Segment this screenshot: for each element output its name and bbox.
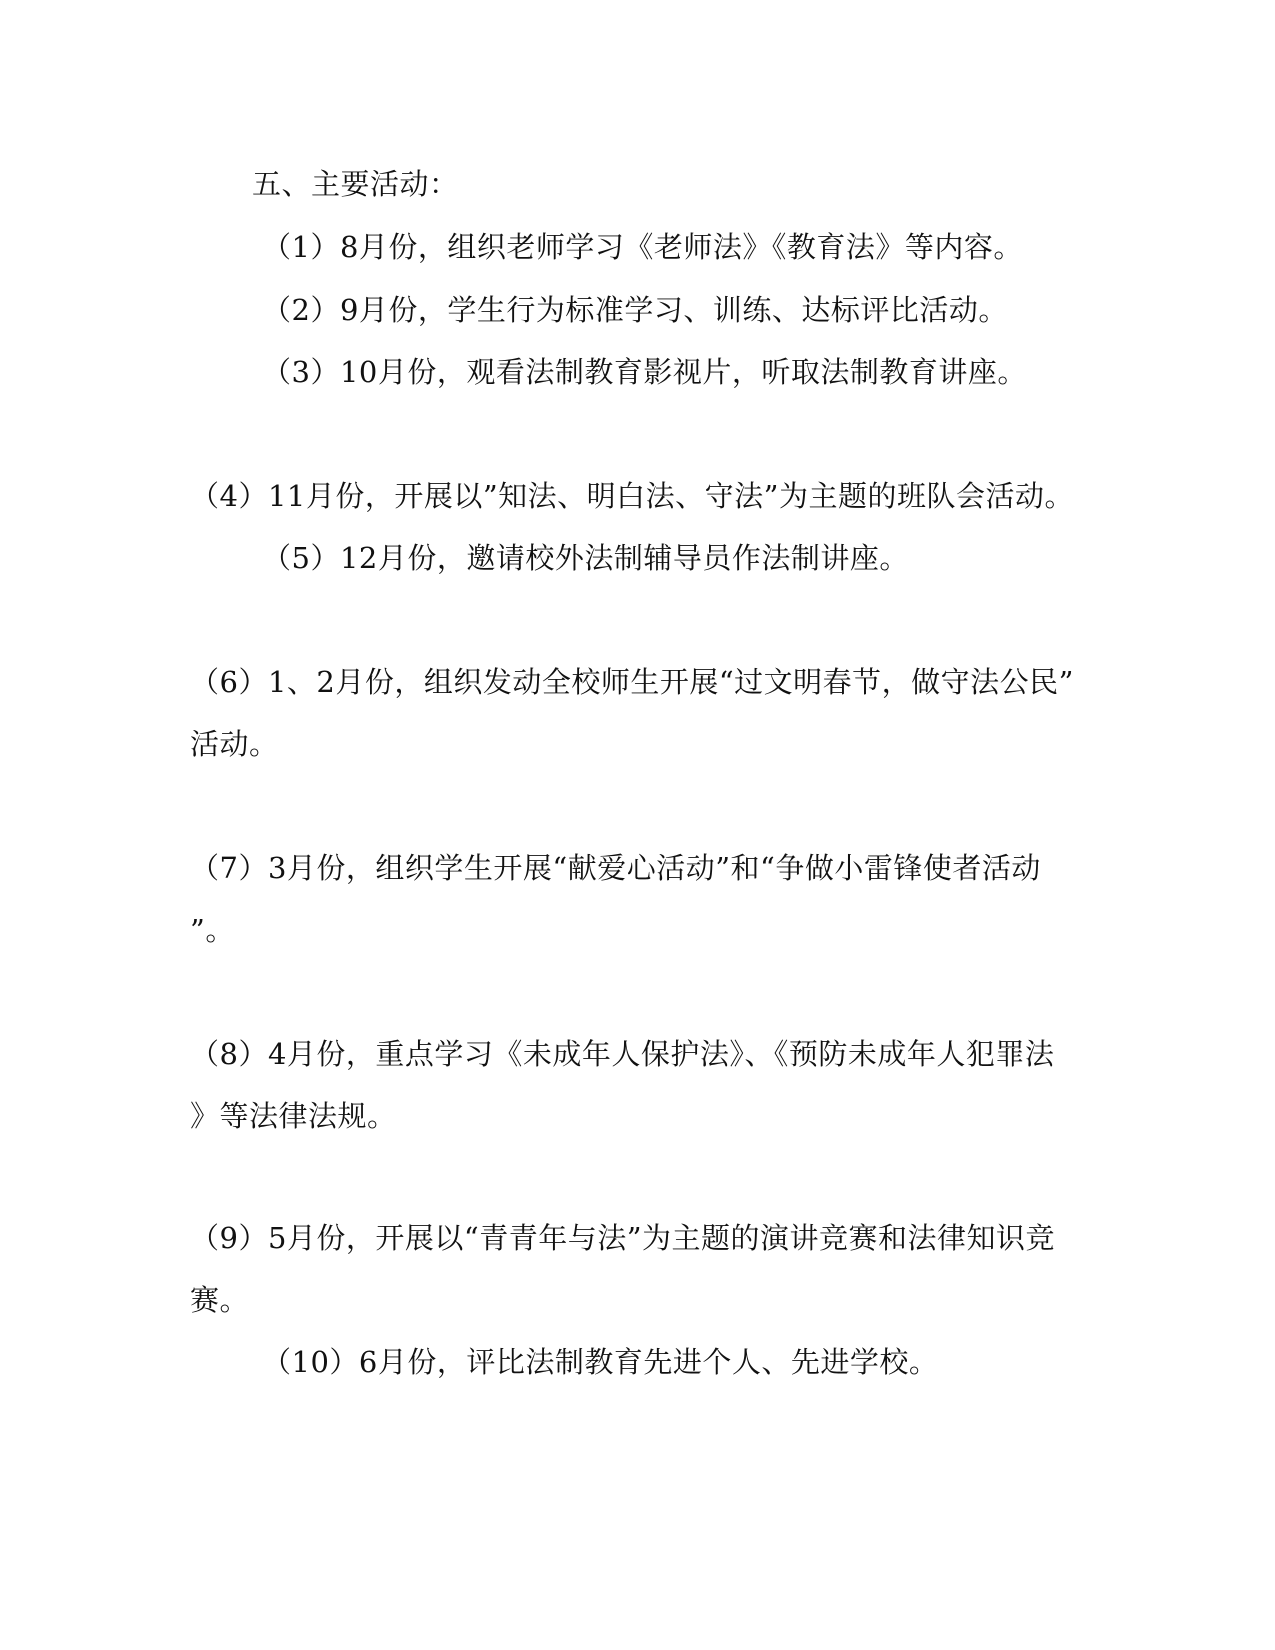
list-item-9: （9）5月份，开展以“青青年与法”为主题的演讲竞赛和法律知识竞: [190, 1221, 1056, 1255]
section-heading: 五、主要活动：: [252, 167, 459, 201]
list-item-4: （4）11月份，开展以”知法、明白法、守法”为主题的班队会活动。: [190, 479, 1075, 513]
list-item-9-continued: 赛。: [190, 1283, 250, 1317]
list-item-7-continued: ”。: [190, 913, 235, 947]
list-item-2: （2）9月份，学生行为标准学习、训练、达标评比活动。: [262, 293, 1008, 327]
list-item-3: （3）10月份，观看法制教育影视片，听取法制教育讲座。: [262, 355, 1027, 389]
list-item-10: （10）6月份，评比法制教育先进个人、先进学校。: [262, 1345, 939, 1379]
list-item-8: （8）4月份，重点学习《未成年人保护法》、《预防未成年人犯罪法: [190, 1037, 1055, 1071]
list-item-5: （5）12月份，邀请校外法制辅导员作法制讲座。: [262, 541, 909, 575]
list-item-6-continued: 活动。: [190, 727, 279, 761]
list-item-8-continued: 》等法律法规。: [190, 1099, 397, 1133]
list-item-7: （7）3月份，组织学生开展“献爱心活动”和“争做小雷锋使者活动: [190, 851, 1041, 885]
list-item-1: （1）8月份，组织老师学习《老师法》《教育法》等内容。: [262, 230, 1023, 264]
list-item-6: （6）1、2月份，组织发动全校师生开展“过文明春节，做守法公民”: [190, 665, 1075, 699]
